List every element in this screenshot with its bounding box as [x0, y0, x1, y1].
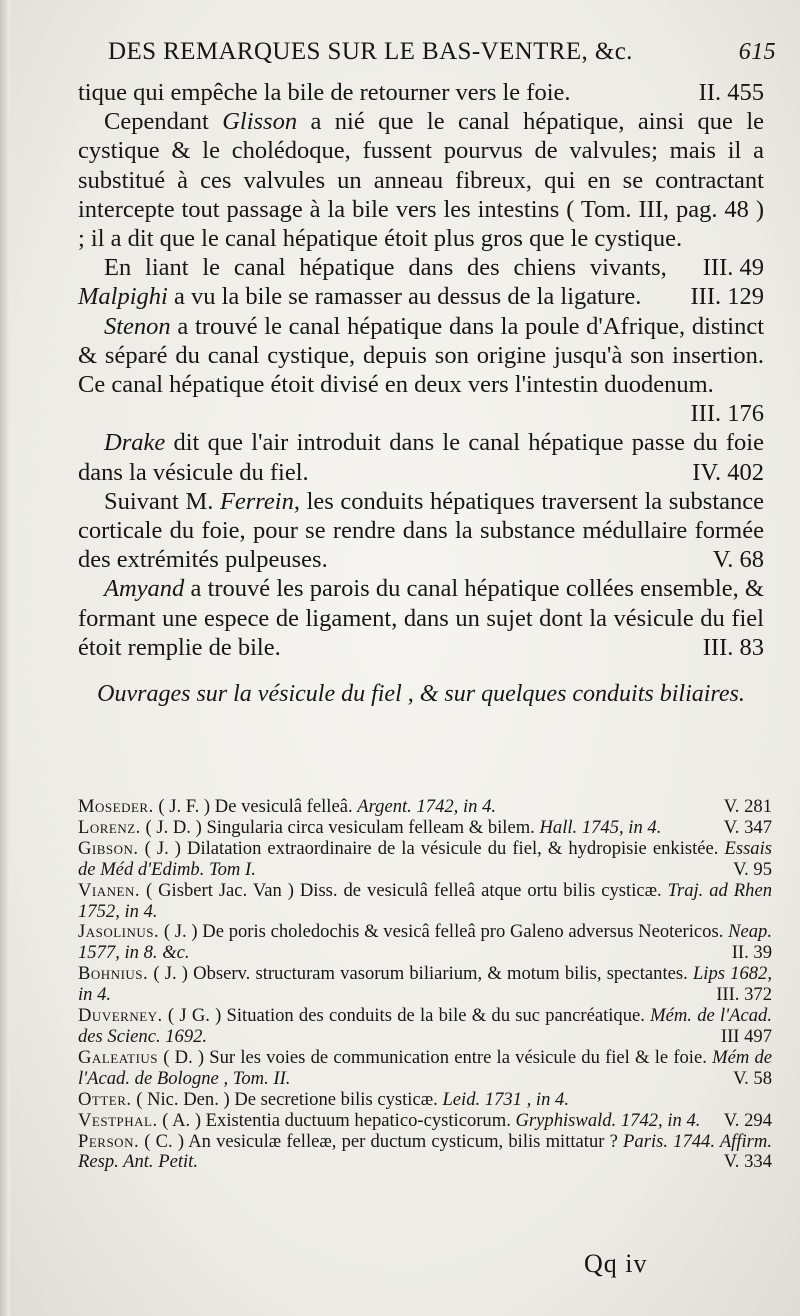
entry-author: Vestphal. [78, 1109, 158, 1131]
bibliography-list [78, 797, 772, 1173]
entry-ref: V. 294 [723, 1109, 772, 1131]
bibliography-entry [78, 839, 772, 881]
header-title: DES REMARQUES SUR LE BAS-VENTRE, &c. [108, 38, 633, 65]
bibliography-entry [78, 922, 772, 964]
bibliography-entry [78, 1132, 772, 1174]
paragraph-text: a nié que le canal hépatique, ainsi que le cystique & le cholédoque, fussent pourvus de valvules; mais il a substitué à ces valvules un anneau fibreux, qui en se contractant intercepte tout passage à la bile vers les intestins ( Tom. III, pag. 48 ) ; il a dit que le canal hépatique étoit plus gros que le cystique. [78, 108, 765, 253]
paragraph-ref: III. 83 [702, 633, 764, 661]
paragraph-ref: V. 68 [712, 546, 764, 574]
entry-ref: II. 39 [731, 942, 772, 964]
entry-text: ( A. ) Existentia ductuum hepatico-cysticorum. [162, 1109, 511, 1131]
entry-text: ( Gisbert Jac. Van ) Diss. de vesiculâ felleâ atque ortu bilis cysticæ. [145, 879, 662, 901]
paragraph-ref: III. 49 [702, 254, 764, 282]
paragraph-7 [78, 574, 764, 662]
paragraph-5 [78, 428, 764, 486]
page-gutter-shadow [0, 0, 10, 1316]
entry-place: Traj. ad Rhen 1752, in 4. [78, 879, 773, 922]
bibliography-entry [78, 1111, 772, 1132]
bibliography-entry [78, 1048, 772, 1090]
paragraph-4 [78, 312, 765, 428]
entry-author: Person. [78, 1130, 140, 1152]
section-title: Ouvrages sur la vésicule du fiel , & sur quelques conduits biliaires. [97, 681, 745, 708]
entry-author: Bohnius. [78, 963, 149, 985]
entry-author: Moseder. [78, 796, 154, 817]
entry-text: ( J. ) Observ. structuram vasorum biliarium, & motum bilis, spectantes. [153, 963, 688, 985]
paragraph-ref: III. 129 [690, 283, 764, 311]
paragraph-text: , les conduits hépatiques traversent la substance corticale du foie, pour se rendre dans la substance médullaire formée des extrémités pulpeuses. [78, 487, 764, 574]
paragraph-lead: Suivant M. [104, 487, 214, 515]
entry-place: Mém de l'Acad. de Bologne , Tom. II. [78, 1046, 772, 1089]
entry-text: ( J. F. ) De vesiculâ felleâ. [158, 796, 353, 817]
entry-place: Paris. 1744. Affirm. Resp. Ant. Petit. [78, 1130, 772, 1173]
entry-place: Essais de Méd d'Edimb. Tom I. [78, 837, 772, 880]
paragraph-lead: Cependant [104, 108, 209, 136]
entry-ref: V. 347 [723, 816, 772, 838]
entry-place: Hall. 1745, in 4. [539, 816, 662, 838]
paragraph-author: Amyand [104, 575, 185, 603]
paragraph-text: dit que l'air introduit dans le canal hépatique passe du foie dans la vésicule du fiel. [78, 429, 764, 486]
entry-text: ( Nic. Den. ) De secretione bilis cysticæ. [136, 1088, 438, 1110]
entry-text: ( J G. ) Situation des conduits de la bile & du suc pancréatique. [167, 1005, 645, 1027]
entry-place: Lips 1682, in 4. [78, 963, 773, 1006]
paragraph-ref: III. 176 [690, 400, 764, 428]
page-number: 615 [738, 39, 776, 65]
entry-ref: V. 281 [723, 796, 772, 817]
entry-ref: V. 334 [723, 1151, 772, 1173]
paragraph-text: tique qui empêche la bile de retourner vers le foie. [78, 79, 571, 106]
entry-author: Gibson. [78, 837, 139, 859]
paragraph-text: En liant le canal hépatique dans des chiens vivants, [104, 254, 667, 282]
entry-author: Vianen. [78, 879, 141, 901]
running-header [108, 38, 776, 66]
paragraph-author: Drake [104, 429, 166, 457]
signature-mark: Qq iv [584, 1249, 648, 1278]
paragraph-text: a trouvé le canal hépatique dans la poule d'Afrique, distinct & séparé du canal cystique, depuis son origine jusqu'à son insertion. Ce canal hépatique étoit divisé en deux vers l'intestin duodenum. [78, 312, 765, 399]
entry-author: Duverney. [78, 1005, 163, 1027]
paragraph-3 [78, 253, 764, 311]
entry-text: ( D. ) Sur les voies de communication entre la vésicule du fiel & le foie. [163, 1046, 707, 1068]
paragraph-text: a trouvé les parois du canal hépatique collées ensemble, & formant une espece de ligament, dans un sujet dont la vésicule du fiel étoit remplie de bile. [78, 575, 764, 661]
paragraph-author: Malpighi [78, 283, 168, 311]
entry-place: Leid. 1731 , in 4. [442, 1088, 569, 1110]
paragraph-author: Glisson [222, 108, 298, 136]
paragraph-ref: IV. 402 [692, 458, 764, 486]
paragraph-1 [78, 78, 764, 107]
entry-text: ( J. D. ) Singularia circa vesiculam felleam & bilem. [145, 816, 535, 838]
bibliography-entry [78, 818, 772, 839]
bibliography-entry [78, 881, 772, 923]
bibliography-entry [78, 1006, 772, 1048]
entry-text: ( C. ) An vesiculæ felleæ, per ductum cysticum, bilis mittatur ? [144, 1130, 618, 1152]
paragraph-ref: II. 455 [698, 79, 764, 106]
main-text [78, 78, 764, 719]
entry-ref: III 497 [720, 1025, 772, 1047]
entry-place: Neap. 1577, in 8. &c. [78, 921, 772, 964]
entry-author: Lorenz. [78, 816, 141, 838]
entry-place: Argent. 1742, in 4. [357, 796, 497, 817]
entry-author: Galeatius [78, 1046, 159, 1068]
entry-text: ( J. ) De poris choledochis & vesicâ felleâ pro Galeno adversus Neotericos. [163, 921, 724, 943]
paragraph-author: Ferrein [219, 487, 294, 515]
paragraph-text-2: a vu la bile se ramasser au dessus de la ligature. [173, 283, 642, 311]
bibliography-entry [78, 1090, 772, 1111]
entry-place: Gryphiswald. 1742, in 4. [515, 1109, 701, 1131]
entry-ref: V. 95 [733, 858, 772, 880]
entry-text: ( J. ) Dilatation extraordinaire de la vésicule du fiel, & hydropisie enkistée. [144, 837, 719, 859]
entry-ref: V. 58 [733, 1067, 772, 1089]
bibliography-entry [78, 964, 772, 1006]
paragraph-author: Stenon [104, 312, 171, 340]
entry-ref: III. 372 [716, 984, 772, 1006]
paragraph-6 [78, 487, 764, 575]
entry-place: Mém. de l'Acad. des Scienc. 1692. [78, 1005, 772, 1047]
entry-author: Jasolinus. [78, 921, 160, 943]
bibliography-entry [78, 797, 772, 818]
entry-author: Otter. [78, 1088, 132, 1110]
